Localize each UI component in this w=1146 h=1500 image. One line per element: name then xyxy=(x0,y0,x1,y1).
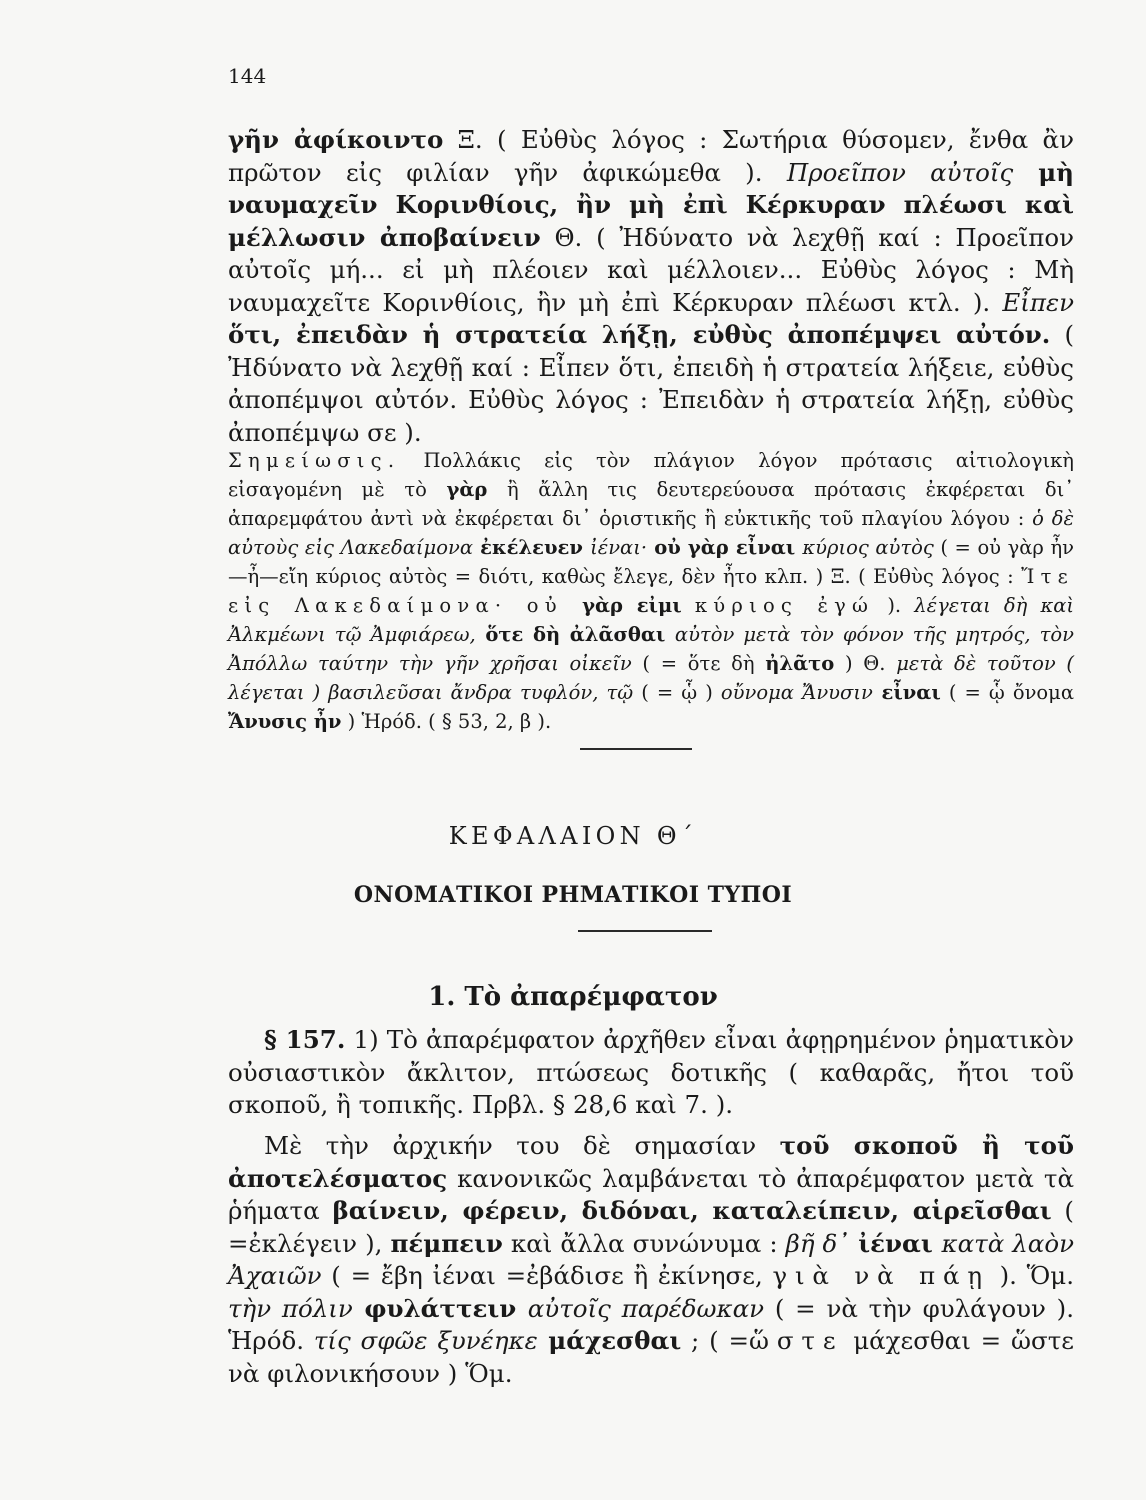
spaced-phrase: γιὰ νὰ πάῃ xyxy=(772,1261,990,1290)
bold-phrase: μὴ ναυμαχεῖν Κορινθίοις, ἢν μὴ ἐπὶ Κέρκυραν πλέωσι καὶ μέλλωσιν ἀποβαίνειν xyxy=(228,157,1074,252)
text-run: μάχεσθαι = ὥστε νὰ φιλονικήσουν ) Ὅμ. xyxy=(228,1326,1074,1388)
text-run: ). xyxy=(874,594,915,617)
bold-phrase: τοῦ σκοποῦ ἢ τοῦ ἀποτελέσματος xyxy=(228,1131,1074,1193)
bold-phrase: οὐ γὰρ εἶναι xyxy=(647,536,803,559)
bold-phrase: Ἄνυσις ἦν xyxy=(228,710,342,733)
section-number: § 157. xyxy=(264,1025,346,1054)
text-run: ) Θ. xyxy=(834,652,897,675)
text-run: Μὲ τὴν ἀρχικήν του δὲ σημασίαν xyxy=(264,1131,780,1160)
italic-phrase: λέγεται δὴ καὶ Ἀλκμέωνι τῷ Ἀμφιάρεω, xyxy=(228,594,1075,646)
spaced-phrase: ὥστε xyxy=(749,1326,844,1355)
text-run: ( = νὰ τὴν φυλάγουν ). Ἡρόδ. xyxy=(228,1293,1075,1355)
italic-phrase: Προεῖπον αὐτοῖς xyxy=(786,157,1014,187)
section-title: 1. Τὸ ἀπαρέμφατον xyxy=(428,982,718,1012)
bold-phrase: ὅτε δὴ ἀλᾶσθαι xyxy=(475,623,675,646)
page-number: 144 xyxy=(228,64,267,88)
text-run: ἢ ἄλλη τις δευτερεύουσα πρότασις ἐκφέρεται δι᾽ ἀπαρεμφάτου ἀντὶ νὰ ἐκφέρεται δι᾽ ὁριστικῆς ἢ εὐκτικῆς τοῦ πλαγίου λόγου : xyxy=(228,478,1074,530)
spaced-phrase: κύριος ἐγώ xyxy=(694,594,875,617)
text-run: ( = οὐ γὰρ ἦν—ἦ—εἴη κύριος αὐτὸς = διότι, καθὼς ἔλεγε, δὲν ἦτο κλπ. ) Ξ. ( Εὐθὺς λόγος : xyxy=(228,536,1074,588)
bold-phrase: ὅτι, ἐπειδὰν ἡ στρατεία λήξῃ, εὐθὺς ἀποπέμψει αὐτόν. xyxy=(228,320,1051,349)
bold-phrase: μάχεσθαι xyxy=(537,1326,682,1355)
text-run: ) Ἡρόδ. ( § 53, 2, β ). xyxy=(341,710,552,733)
paragraph-157 xyxy=(228,1024,1074,1122)
italic-phrase: αὐτοῖς παρέδωκαν xyxy=(527,1293,765,1323)
text-run: κανονικῶς λαμβάνεται τὸ ἀπαρέμφατον μετὰ τὰ ῥήματα xyxy=(228,1163,1074,1225)
note-paragraph xyxy=(228,446,1074,736)
text-run: Θ. ( Ἠδύνατο νὰ λεχθῇ καί : Προεῖπον αὐτοῖς μή... εἰ μὴ πλέοιεν καὶ μέλλοιεν... Εὐθὺς λόγος : Μὴ ναυμαχεῖτε Κορινθίοις, ἢν μὴ ἐπὶ Κέρκυραν πλέωσι κτλ. ). xyxy=(228,222,1074,317)
divider-line xyxy=(578,930,712,932)
bold-phrase: γὰρ xyxy=(446,478,488,501)
text-run: ). Ὅμ. xyxy=(989,1261,1074,1290)
italic-phrase: τίς σφῶε ξυνέηκε xyxy=(313,1326,538,1355)
italic-phrase: μετὰ δὲ τοῦτον ( λέγεται ) βασιλεῦσαι ἄνδρα τυφλόν, τῷ xyxy=(228,652,1074,704)
paragraph-purpose xyxy=(228,1130,1074,1390)
bold-phrase: βαίνειν, φέρειν, διδόναι, καταλείπειν, αἱρεῖσθαι xyxy=(332,1196,1052,1225)
divider-line xyxy=(580,748,692,750)
note-label: Σημείωσις. xyxy=(228,449,401,472)
text-run: Ξ. ( Εὐθὺς λόγος : Σωτήρια θύσομεν, ἔνθα ἂν πρῶτον εἰς φιλίαν γῆν ἀφικώμεθα ). xyxy=(228,125,1074,187)
text-run: ( = ὅτε δὴ xyxy=(631,652,766,675)
text-run: 1) Τὸ ἀπαρέμφατον ἀρχῆθεν εἶναι ἀφῃρημένον ῥηματικὸν οὐσιαστικὸν ἄκλιτον, πτώσεως δοτικῆς ( καθαρᾶς, ἤτοι τοῦ σκοποῦ, ἢ τοπικῆς. Πρβλ. § 28,6 καὶ 7. ). xyxy=(228,1025,1075,1119)
italic-phrase: βῆ δ᾽ xyxy=(785,1228,850,1258)
spaced-phrase: οὐ xyxy=(507,594,583,617)
italic-phrase: κύριος αὐτὸς xyxy=(802,536,934,559)
italic-phrase: ἰέναι· xyxy=(590,536,648,559)
italic-phrase: τὴν πόλιν xyxy=(228,1293,353,1323)
text-run: ( = ᾧ ὄνομα xyxy=(940,681,1075,704)
chapter-subtitle: ΟΝΟΜΑΤΙΚΟΙ ΡΗΜΑΤΙΚΟΙ ΤΥΠΟΙ xyxy=(353,882,793,908)
text-run: ( Ἠδύνατο νὰ λεχθῇ καί : Εἶπεν ὅτι, ἐπειδὴ ἡ στρατεία λήξειε, εὐθὺς ἀποπέμψοι αὐτόν. Εὐθὺς λόγος : Ἐπειδὰν ἡ στρατεία λήξῃ, εὐθὺς ἀποπέμψω σε ). xyxy=(228,320,1074,447)
spaced-phrase: Ἴτε εἰς Λακεδαίμονα· xyxy=(228,565,1074,617)
bold-phrase: ἰέναι xyxy=(849,1228,942,1258)
bold-phrase: φυλάττειν xyxy=(352,1293,528,1323)
bold-phrase: ἐκέλευεν xyxy=(472,536,591,559)
paragraph-indirect-speech xyxy=(228,124,1074,449)
bold-phrase: γὰρ εἰμι xyxy=(582,594,682,617)
chapter-title: ΚΕΦΑΛΑΙΟΝ Θ΄ xyxy=(448,822,698,850)
bold-phrase: πέμπειν xyxy=(390,1228,503,1258)
italic-phrase: Εἶπεν xyxy=(1002,287,1074,317)
italic-phrase: ὁ δὲ αὐτοὺς εἰς Λακεδαίμονα xyxy=(228,507,1074,559)
text-run: ; ( = xyxy=(681,1326,750,1355)
italic-phrase: κατὰ λαὸν Ἀχαιῶν xyxy=(228,1228,1074,1290)
italic-phrase: οὔνομα Ἄνυσιν xyxy=(720,681,873,704)
bold-phrase: εἶναι xyxy=(872,681,941,704)
text-run: ( = ἔβη ἰέναι =ἐβάδισε ἢ ἐκίνησε, xyxy=(321,1261,773,1290)
italic-phrase: αὐτὸν μετὰ τὸν φόνον τῆς μητρός, τὸν Ἀπόλλω ταύτην τὴν γῆν χρῆσαι οἰκεῖν xyxy=(228,623,1075,675)
bold-phrase: ἠλᾶτο xyxy=(765,652,835,675)
bold-phrase: γῆν ἀφίκοιντο xyxy=(228,125,444,154)
text-run: καὶ ἄλλα συνώνυμα : xyxy=(502,1228,786,1258)
text-run: Πολλάκις εἰς τὸν πλάγιον λόγον πρότασις αἰτιολογικὴ εἰσαγομένη μὲ τὸ xyxy=(228,449,1074,501)
text-run: ( = ᾧ ) xyxy=(633,681,721,704)
text-run: ( =ἐκλέγειν ), xyxy=(228,1196,1074,1258)
